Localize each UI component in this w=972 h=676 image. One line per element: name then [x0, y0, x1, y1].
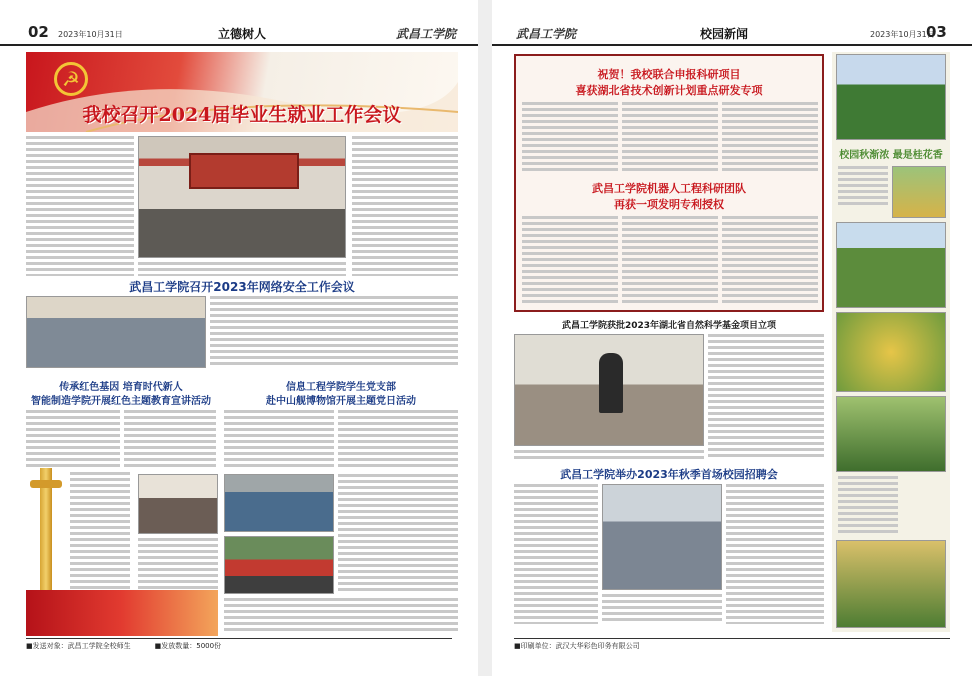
issue-date: 2023年10月31日 — [58, 30, 123, 39]
right-page — [492, 0, 972, 676]
red-flag-graphic — [26, 590, 218, 636]
osmanthus-photo-1 — [892, 166, 946, 218]
osmanthus-photo-2 — [836, 312, 946, 392]
school-logo-text: 武昌工学院 — [396, 27, 457, 41]
article-text — [522, 102, 618, 172]
security-headline: 武昌工学院召开2023年网络安全工作会议 — [129, 280, 355, 294]
party-emblem-icon: ☭ — [54, 62, 88, 96]
section-title: 立德树人 — [218, 27, 267, 41]
article-text — [514, 484, 598, 624]
security-meeting-photo — [26, 296, 206, 368]
party-headline-1: 信息工程学院学生党支部 — [286, 382, 396, 393]
issue-date: 2023年10月31日 — [870, 30, 935, 39]
article-text — [708, 334, 824, 460]
left-page — [0, 0, 478, 676]
robot-headline-2: 再获一项发明专利授权 — [614, 198, 724, 211]
museum-photo-1 — [224, 474, 334, 532]
section-title: 校园新闻 — [700, 27, 749, 41]
article-text — [26, 410, 120, 470]
red-gene-headline-2: 智能制造学院开展红色主题教育宣讲活动 — [31, 396, 211, 407]
article-text — [722, 102, 818, 172]
job-fair-photo — [602, 484, 722, 590]
right-footer — [514, 638, 950, 652]
article-text — [726, 484, 824, 624]
article-text — [722, 216, 818, 304]
sidebar-poem — [838, 476, 898, 536]
red-gene-headline-1: 传承红色基因 培育时代新人 — [59, 382, 183, 393]
article-text — [124, 410, 216, 470]
article-text — [338, 474, 458, 594]
campus-trees-photo — [836, 540, 946, 628]
article-text — [622, 216, 718, 304]
left-footer — [26, 638, 452, 652]
article-text — [352, 136, 458, 276]
article-text — [26, 136, 134, 276]
footer-distribution: ■发送对象：武昌工学院全校师生 — [26, 642, 131, 650]
right-page-header — [492, 22, 972, 46]
school-logo-text: 武昌工学院 — [516, 27, 577, 41]
footer-printer: ■印刷单位：武汉大华彩色印务有限公司 — [514, 642, 640, 650]
article-text — [210, 296, 458, 368]
left-page-header — [0, 22, 478, 46]
footer-quantity: ■发放数量：5000份 — [154, 642, 222, 650]
osmanthus-photo-3 — [836, 396, 946, 472]
campus-building-photo — [836, 222, 946, 308]
page-number: 03 — [926, 23, 947, 41]
job-fair-headline: 武昌工学院举办2023年秋季首场校园招聘会 — [560, 468, 778, 481]
article-text — [224, 598, 458, 632]
lecture-hall-photo — [514, 334, 704, 446]
article-text — [70, 472, 130, 592]
article-text — [138, 538, 218, 592]
congrats-headline-2: 喜获湖北省技术创新计划重点研发专项 — [575, 84, 763, 97]
campus-tower-photo — [836, 54, 946, 140]
sidebar-poem — [838, 166, 888, 206]
congrats-headline-1: 祝贺！我校联合申报科研项目 — [597, 68, 741, 81]
page-number: 02 — [28, 23, 49, 41]
article-text — [138, 262, 346, 276]
photo-caption — [514, 450, 704, 462]
museum-photo-2 — [224, 536, 334, 594]
meeting-photo — [138, 136, 346, 258]
sidebar-title: 校园秋渐浓 最是桂花香 — [839, 150, 943, 161]
article-text — [602, 594, 722, 624]
lecture-photo — [138, 474, 218, 534]
robot-headline-1: 武昌工学院机器人工程科研团队 — [592, 182, 746, 195]
article-text — [522, 216, 618, 304]
science-headline: 武昌工学院获批2023年湖北省自然科学基金项目立项 — [561, 321, 777, 331]
article-text — [622, 102, 718, 172]
party-headline-2: 赴中山舰博物馆开展主题党日活动 — [266, 396, 416, 407]
article-text — [224, 410, 334, 470]
article-text — [338, 410, 458, 470]
page-gutter — [478, 0, 492, 676]
main-headline: 我校召开2024届毕业生就业工作会议 — [82, 104, 402, 126]
